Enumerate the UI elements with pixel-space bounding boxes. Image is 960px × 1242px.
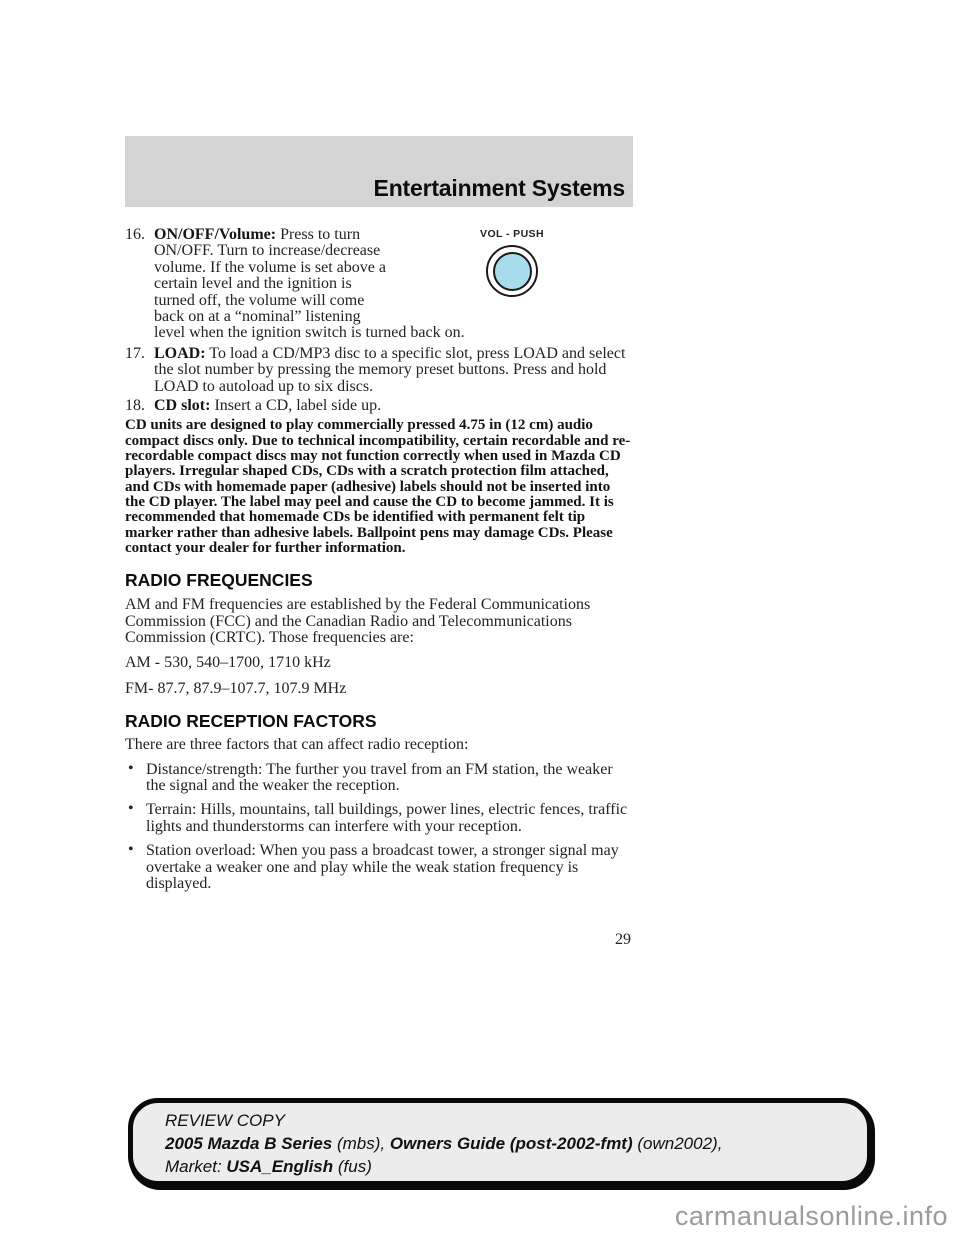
review-copy-line: REVIEW COPY — [165, 1111, 285, 1130]
bullet-icon: • — [128, 800, 134, 818]
model-name: 2005 Mazda B Series — [165, 1134, 333, 1153]
heading-radio-frequencies: RADIO FREQUENCIES — [125, 570, 313, 591]
bullet-text: Station overload: When you pass a broadcast tower, a stronger signal may overtake a weaker one and play while the weak station frequency is displayed. — [146, 842, 619, 893]
item-label: LOAD: — [154, 344, 206, 362]
document-id-line — [165, 1132, 867, 1155]
bullet-text: Distance/strength: The further you travel from an FM station, the weaker the signal and the weaker the reception. — [146, 760, 613, 794]
list-item-18 — [125, 398, 633, 414]
list-item-body — [154, 398, 633, 414]
cd-warning-paragraph: CD units are designed to play commercially pressed 4.75 in (12 cm) audio compact discs only. Due to technical incompatibility, certain recordable and re-recordable compact discs may not function correctly when used in Mazda CD players. Irregular shaped CDs, CDs with a scratch protection film attached, and CDs with homemade paper (adhesive) labels should not be inserted into the CD player. The label may peel and cause the CD to become jammed. It is recommended that homemade CDs be identified with permanent felt tip marker rather than adhesive labels. Ballpoint pens may damage CDs. Please contact your dealer for further information. — [125, 417, 631, 556]
item-text: To load a CD/MP3 disc to a specific slot, press LOAD and select the slot number by pressing the memory preset buttons. Press and hold LOAD to autoload up to six discs. — [154, 344, 626, 395]
knob-face — [493, 252, 532, 291]
list-item-16 — [125, 227, 633, 342]
bullet-terrain — [125, 802, 633, 835]
bullet-text: Terrain: Hills, mountains, tall buildings, power lines, electric fences, traffic lights and thunderstorms can interfere with your reception. — [146, 801, 628, 835]
bullet-icon: • — [128, 759, 134, 777]
list-number: 16. — [125, 226, 145, 243]
section-header-bar — [125, 136, 633, 207]
page-body — [125, 227, 633, 892]
model-code: (mbs), — [332, 1134, 390, 1153]
watermark-text: carmanualsonline.info — [674, 1201, 948, 1231]
bullet-station-overload — [125, 843, 633, 892]
heading-radio-reception-factors: RADIO RECEPTION FACTORS — [125, 711, 377, 732]
list-item-17 — [125, 346, 633, 395]
guide-code: (own2002), — [632, 1134, 723, 1153]
radio-reception-intro: There are three factors that can affect radio reception: — [125, 736, 469, 754]
volume-knob-icon — [486, 245, 538, 297]
guide-name: Owners Guide (post-2002-fmt) — [389, 1134, 633, 1153]
list-item-body — [154, 346, 633, 395]
figure-caption: VOL - PUSH — [480, 228, 544, 240]
radio-frequencies-text: AM and FM frequencies are established by the Federal Communications Commission (FCC) and the Canadian Radio and Telecommunications Commission (CRTC). Those frequencies are: — [125, 596, 591, 646]
am-frequencies: AM - 530, 540–1700, 1710 kHz — [125, 654, 331, 672]
list-number: 17. — [125, 344, 145, 362]
review-copy-box — [128, 1098, 872, 1186]
bullet-icon: • — [128, 841, 134, 859]
item-label: CD slot: — [154, 397, 211, 415]
market-label: Market: — [165, 1157, 227, 1176]
item-text: Press to turn ON/OFF. Turn to increase/decrease volume. If the volume is set above a certain level and the ignition is turned off, the volume will come back on at a “nominal” listening level when the ignition switch is turned back on. — [154, 226, 465, 342]
section-title: Entertainment Systems — [373, 175, 625, 201]
market-value: USA_English — [226, 1157, 334, 1176]
bullet-distance-strength — [125, 759, 633, 795]
list-number: 18. — [125, 397, 145, 415]
market-line — [165, 1155, 867, 1178]
item-label: ON/OFF/Volume: — [154, 226, 277, 243]
volume-knob-figure — [391, 227, 633, 317]
page-number: 29 — [615, 931, 631, 948]
list-item-body — [154, 227, 633, 342]
market-code: (fus) — [333, 1157, 372, 1176]
item-text: Insert a CD, label side up. — [214, 397, 382, 415]
fm-frequencies: FM- 87.7, 87.9–107.7, 107.9 MHz — [125, 679, 347, 697]
